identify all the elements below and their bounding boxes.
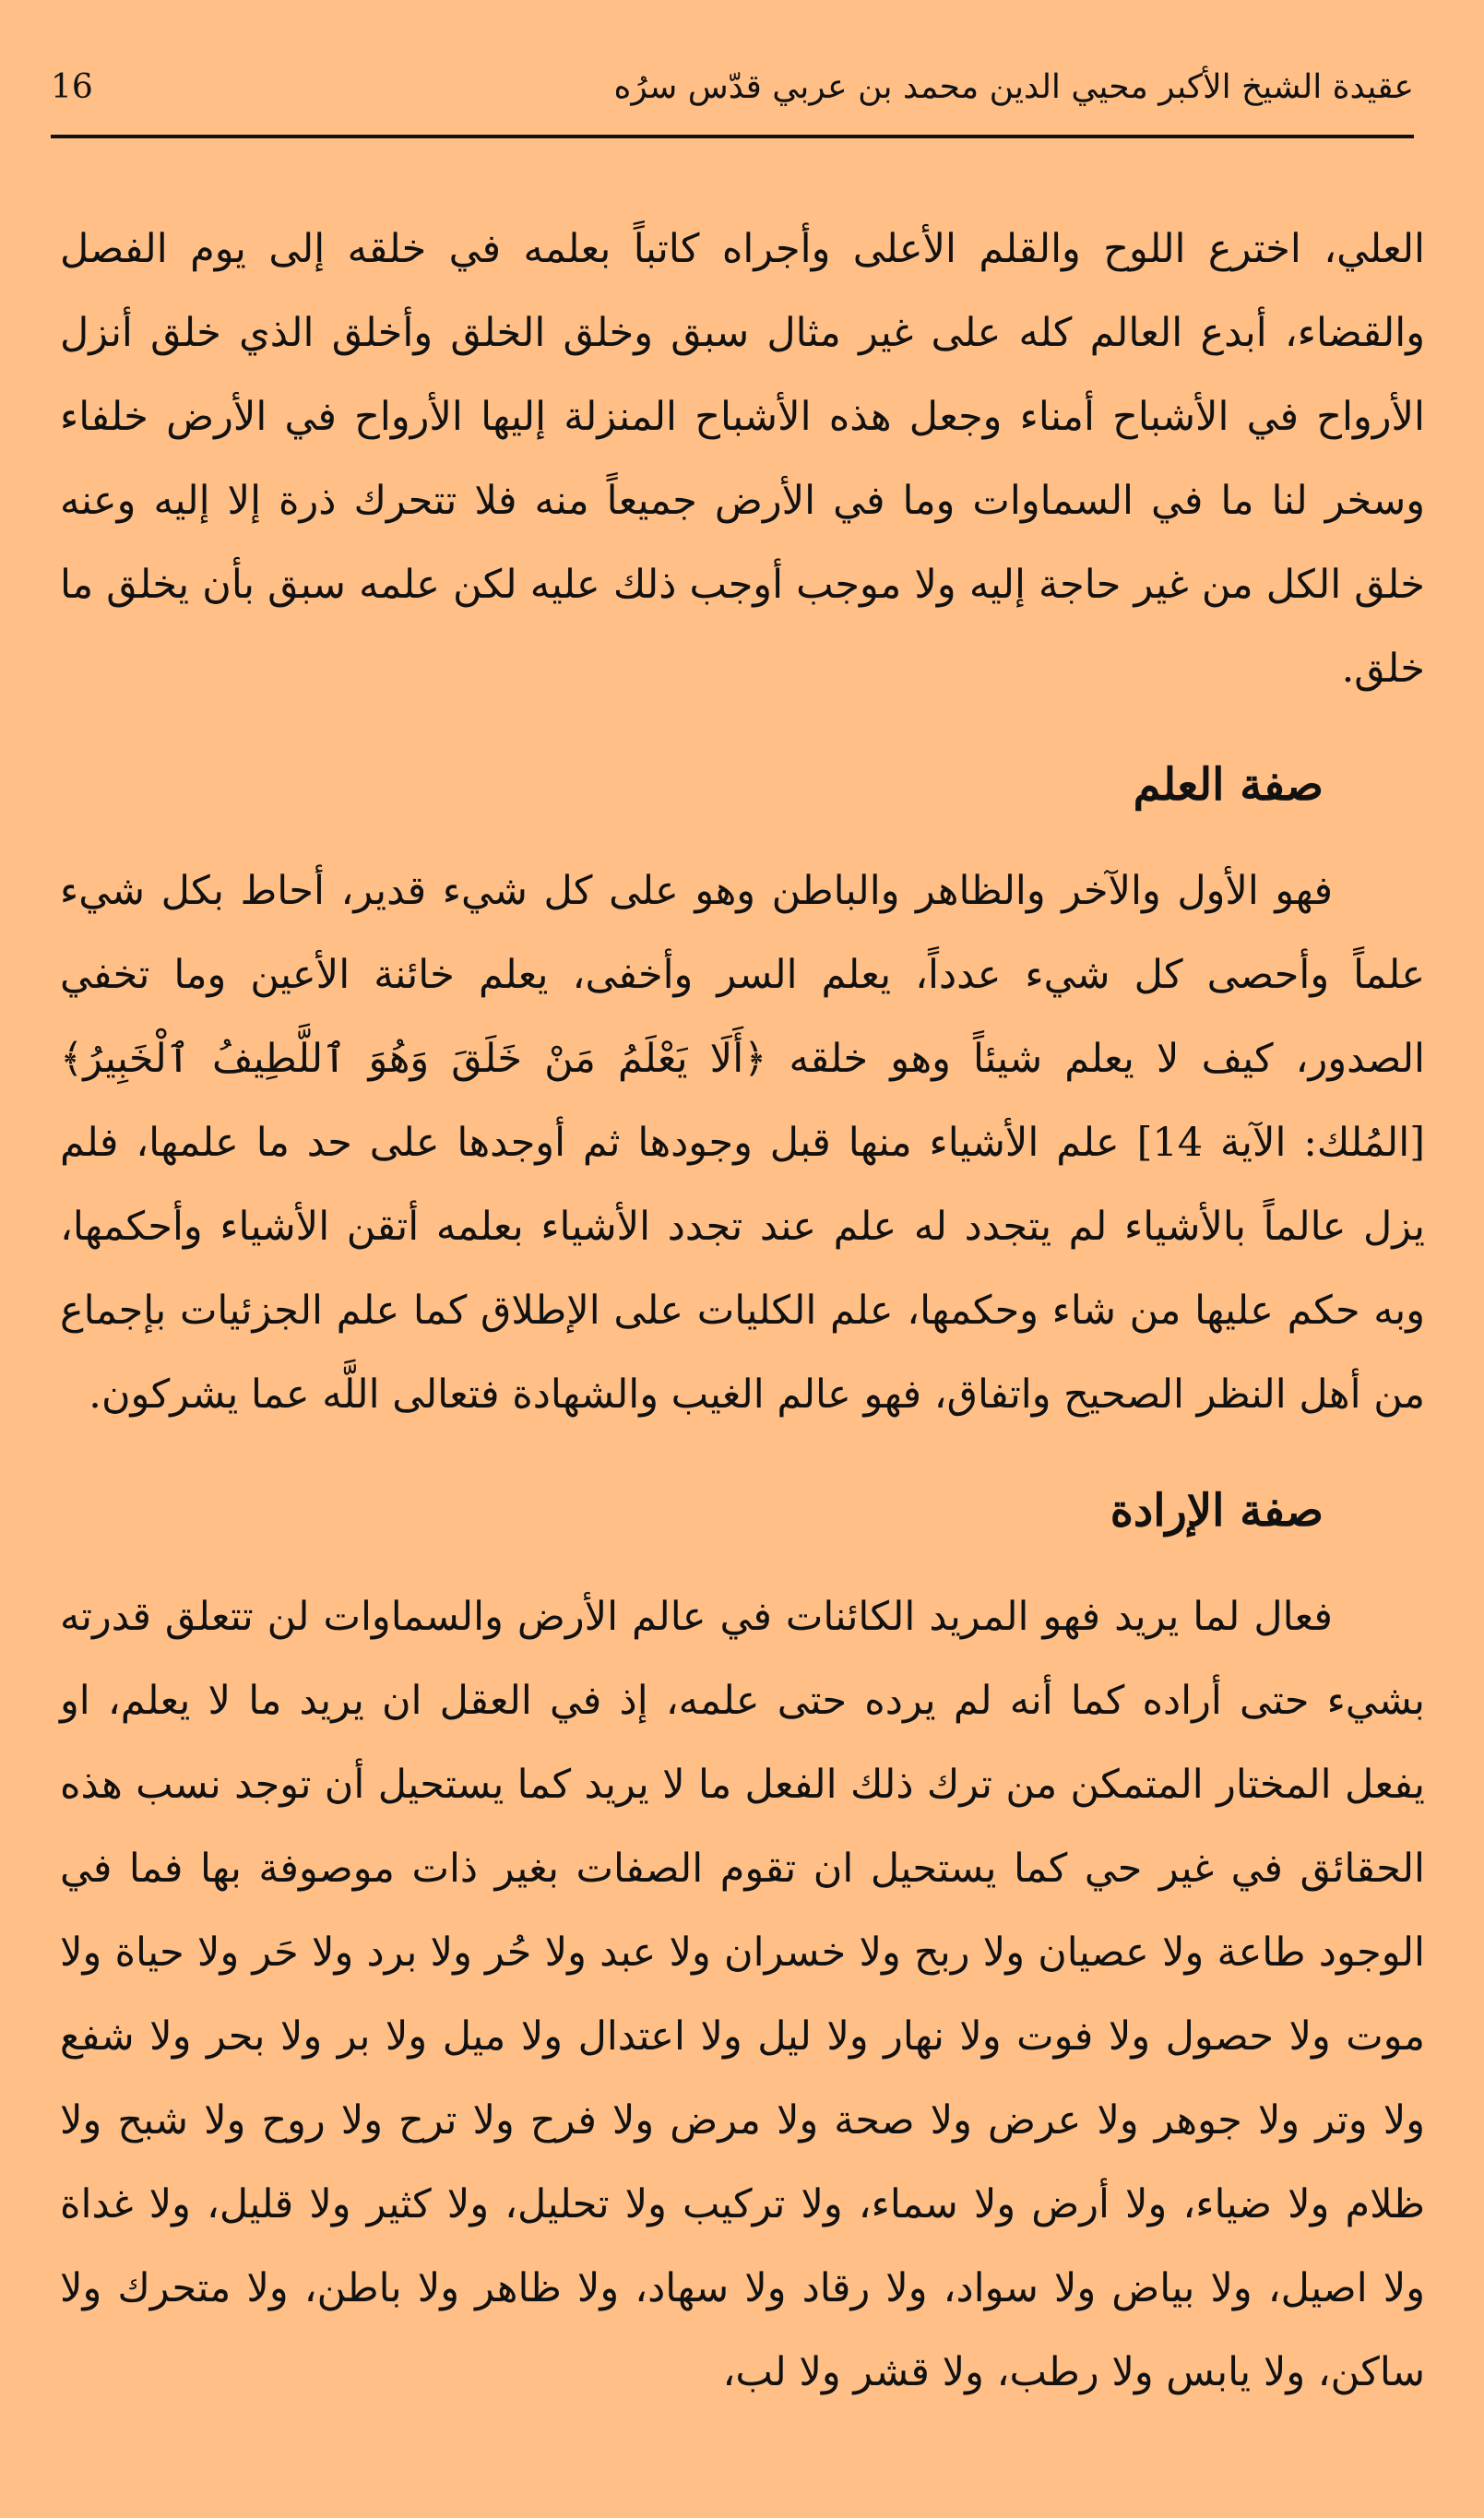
knowledge-paragraph: فهو الأول والآخر والظاهر والباطن وهو على كل شيء قدير، أحاط بكل شيء علماً وأحصى كل شيء عدداً، يعلم السر وأخفى، يعلم خائنة الأعين وما تخفي الصدور، كيف لا يعلم شيئاً وهو خلقه ﴿أَلَا يَعْلَمُ مَنْ خَلَقَ وَهُوَ ٱللَّطِيفُ ٱلْخَبِيرُ﴾ [المُلك: الآية 14] علم الأشياء منها قبل وجودها ثم أوجدها على حد ما علمها، فلم يزل عالماً بالأشياء لم يتجدد له علم عند تجدد الأشياء بعلمه أتقن الأشياء وأحكمها، وبه حكم عليها من شاء وحكمها، علم الكليات على الإطلاق كما علم الجزئيات بإجماع من أهل النظر الصحيح واتفاق، فهو عالم الغيب والشهادة فتعالى اللَّه عما يشركون. (60, 868, 1425, 1418)
will-paragraph: فعال لما يريد فهو المريد الكائنات في عالم الأرض والسماوات لن تتعلق قدرته بشيء حتى أراده كما أنه لم يرده حتى علمه، إذ في العقل ان يريد ما لا يعلم، او يفعل المختار المتمكن من ترك ذلك الفعل ما لا يريد كما يستحيل أن توجد نسب هذه الحقائق في غير حي كما يستحيل ان تقوم الصفات بغير ذات موصوفة بها فما في الوجود طاعة ولا عصيان ولا ربح ولا خسران ولا عبد ولا حُر ولا برد ولا حَر ولا حياة ولا موت ولا حصول ولا فوت ولا نهار ولا ليل ولا اعتدال ولا ميل ولا بر ولا بحر ولا شفع ولا وتر ولا جوهر ولا عرض ولا صحة ولا مرض ولا فرح ولا ترح ولا روح ولا شبح ولا ظلام ولا ضياء، ولا أرض ولا سماء، ولا تركيب ولا تحليل، ولا كثير ولا قليل، ولا غداة ولا اصيل، ولا بياض ولا سواد، ولا رقاد ولا سهاد، ولا ظاهر ولا باطن، ولا متحرك ولا ساكن، ولا يابس ولا رطب، ولا قشر ولا لب، (60, 1594, 1425, 2395)
page-number: 16 (51, 68, 93, 106)
page-body (60, 208, 1425, 2415)
page-header (51, 65, 1414, 120)
header-divider (51, 135, 1414, 138)
running-title: عقيدة الشيخ الأكبر محيي الدين محمد بن عربي قدّس سرُه (613, 68, 1414, 106)
section-title-will: صفة الإرادة (1110, 1485, 1324, 1537)
section-title-knowledge: صفة العلم (1133, 759, 1324, 811)
intro-paragraph: العلي، اخترع اللوح والقلم الأعلى وأجراه كاتباً بعلمه في خلقه إلى يوم الفصل والقضاء، أبدع العالم كله على غير مثال سبق وخلق الخلق وأخلق الذي خلق أنزل الأرواح في الأشباح أمناء وجعل هذه الأشباح المنزلة إليها الأرواح في الأرض خلفاء وسخر لنا ما في السماوات وما في الأرض جميعاً منه فلا تتحرك ذرة إلا إليه وعنه خلق الكل من غير حاجة إليه ولا موجب أوجب ذلك عليه لكن علمه سبق بأن يخلق ما خلق. (60, 226, 1425, 692)
